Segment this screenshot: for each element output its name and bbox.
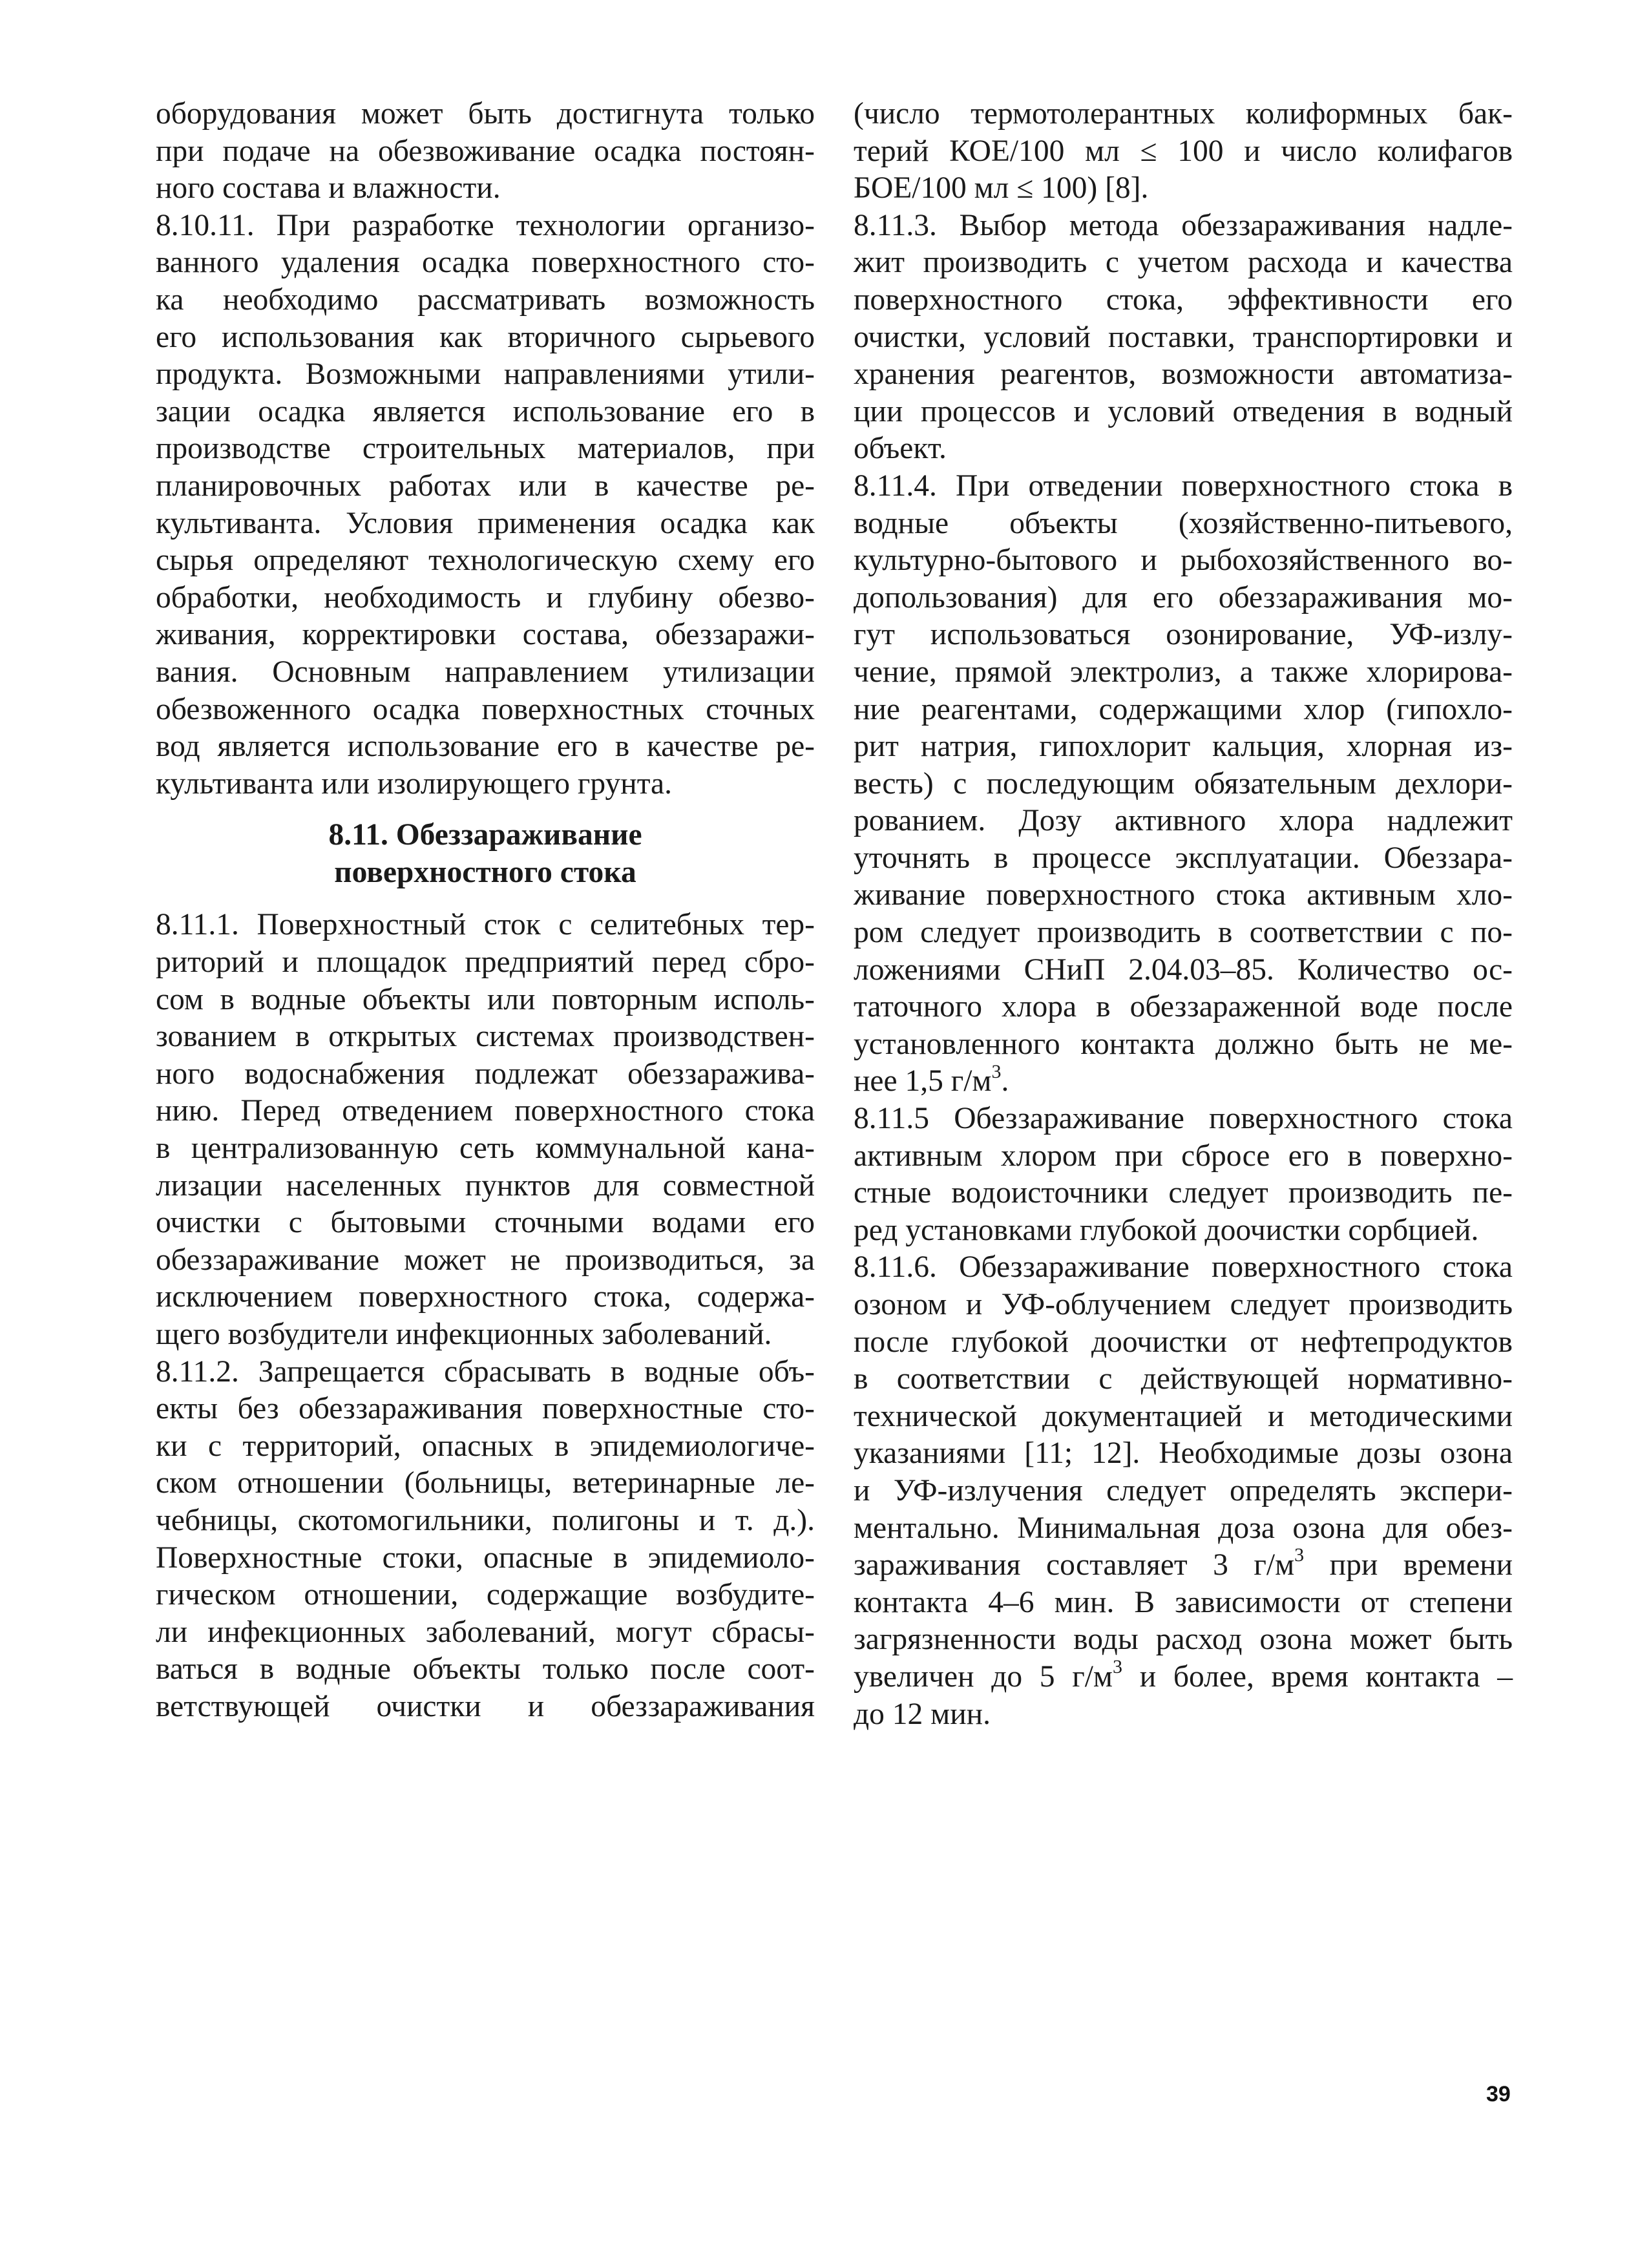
text-line: водные объекты (хозяйственно-питьевого, xyxy=(854,506,1513,540)
text-span: нее 1,5 г/м xyxy=(854,1064,992,1098)
text-line: до 12 мин. xyxy=(854,1697,991,1731)
text-line: екты без обеззараживания поверхностные сто- xyxy=(156,1392,815,1426)
text-line: производстве строительных материалов, при xyxy=(156,432,815,466)
text-line: обезвоженного осадка поверхностных сточных xyxy=(156,692,815,726)
text-line: оборудования может быть достигнута только xyxy=(156,97,815,131)
text-line: зованием в открытых системах производствен- xyxy=(156,1020,815,1054)
heading-line: 8.11. Обеззараживание xyxy=(328,818,642,852)
text-line: и УФ-излучения следует определять экспери- xyxy=(854,1473,1513,1507)
text-line: 8.11.1. Поверхностный сток с селитебных тер- xyxy=(156,908,815,942)
text-line: обеззараживание может не производиться, за xyxy=(156,1243,815,1277)
text-line: ском отношении (больницы, ветеринарные ле- xyxy=(156,1466,815,1500)
page-number: 39 xyxy=(1486,2082,1511,2106)
text-span: при времени xyxy=(1304,1548,1513,1582)
text-line: 8.11.6. Обеззараживание поверхностного стока xyxy=(854,1250,1513,1285)
text-line: таточного хлора в обеззараженной воде после xyxy=(854,990,1513,1024)
paragraph-8-10-11 xyxy=(156,207,815,803)
text-line xyxy=(854,1656,1513,1696)
text-line: зации осадка является использование его в xyxy=(156,394,815,428)
text-line xyxy=(854,1060,1513,1100)
text-line: обработки, необходимость и глубину обезво- xyxy=(156,580,815,614)
text-line: поверхностного стока, эффективности его xyxy=(854,282,1513,317)
superscript: 3 xyxy=(1294,1544,1305,1566)
section-heading xyxy=(156,817,815,891)
text-line: чение, прямой электролиз, а также хлорирова- xyxy=(854,655,1513,689)
text-line: щего возбудители инфекционных заболеваний. xyxy=(156,1318,772,1351)
text-line: в соответствии с действующей нормативно- xyxy=(854,1362,1513,1396)
text-line: гическом отношении, содержащие возбудите- xyxy=(156,1578,815,1612)
text-line: ред установками глубокой доочистки сорбцией. xyxy=(854,1213,1479,1247)
text-line: ветствующей очистки и обеззараживания xyxy=(156,1689,815,1723)
paragraph-8-11-2 xyxy=(156,1354,815,1726)
text-line: активным хлором при сбросе его в поверхно- xyxy=(854,1139,1513,1173)
text-line: (число термотолерантных колиформных бак- xyxy=(854,97,1513,131)
text-line: его использования как вторичного сырьевого xyxy=(156,320,815,354)
text-line: 8.11.2. Запрещается сбрасывать в водные объ- xyxy=(156,1354,815,1389)
text-line: 8.11.3. Выбор метода обеззараживания надле- xyxy=(854,208,1513,242)
text-line: указаниями [11; 12]. Необходимые дозы озона xyxy=(854,1436,1513,1471)
text-line: технической документацией и методическими xyxy=(854,1399,1513,1433)
text-line: ли инфекционных заболеваний, могут сбрасы- xyxy=(156,1615,815,1649)
text-line: сом в водные объекты или повторным исполь- xyxy=(156,982,815,1016)
text-line: живания, корректировки состава, обеззаражи- xyxy=(156,618,815,652)
text-line: ного состава и влажности. xyxy=(156,171,501,205)
superscript: 3 xyxy=(991,1060,1002,1082)
text-line: рованием. Дозу активного хлора надлежит xyxy=(854,804,1513,838)
text-line: озоном и УФ-облучением следует производить xyxy=(854,1288,1513,1321)
text-line: уточнять в процессе эксплуатации. Обеззара- xyxy=(854,841,1513,875)
text-line: после глубокой доочистки от нефтепродуктов xyxy=(854,1325,1513,1359)
text-span: и более, время контакта – xyxy=(1122,1659,1513,1694)
text-line: рит натрия, гипохлорит кальция, хлорная из- xyxy=(854,730,1513,764)
text-span: зараживания составляет 3 г/м xyxy=(854,1548,1295,1582)
text-line: ки с территорий, опасных в эпидемиологиче- xyxy=(156,1429,815,1463)
text-line: ции процессов и условий отведения в водный xyxy=(854,394,1513,428)
text-line: весть) с последующим обязательным дехлори- xyxy=(854,766,1513,801)
text-line: очистки с бытовыми сточными водами его xyxy=(156,1206,815,1240)
text-line: жит производить с учетом расхода и качества xyxy=(854,246,1513,280)
paragraph-intro xyxy=(156,96,815,207)
paragraph-continuation xyxy=(854,96,1513,207)
text-line: очистки, условий поставки, транспортировки и xyxy=(854,320,1513,354)
text-line: сырья определяют технологическую схему его xyxy=(156,543,815,578)
text-line: ваться в водные объекты только после соот- xyxy=(156,1652,815,1686)
text-line: вод является использование его в качестве ре- xyxy=(156,730,815,764)
text-line: ние реагентами, содержащими хлор (гипохло- xyxy=(854,692,1513,726)
text-line: допользования) для его обеззараживания мо- xyxy=(854,580,1513,614)
text-line: ментально. Минимальная доза озона для обез- xyxy=(854,1511,1513,1545)
text-line: риторий и площадок предприятий перед сбро- xyxy=(156,945,815,980)
paragraph-8-11-3 xyxy=(854,207,1513,468)
text-line: установленного контакта должно быть не ме- xyxy=(854,1027,1513,1061)
text-line: гут использоваться озонирование, УФ-излу- xyxy=(854,618,1513,652)
text-line: хранения реагентов, возможности автоматиза- xyxy=(854,357,1513,392)
text-line: 8.11.4. При отведении поверхностного стока в xyxy=(854,468,1513,503)
text-line: стные водоисточники следует производить пе- xyxy=(854,1176,1513,1210)
paragraph-8-11-6 xyxy=(854,1249,1513,1733)
text-line: 8.11.5 Обеззараживание поверхностного стока xyxy=(854,1102,1513,1136)
heading-line: поверхностного стока xyxy=(334,855,636,889)
text-line: ром следует производить в соответствии с по- xyxy=(854,916,1513,950)
text-line: контакта 4–6 мин. В зависимости от степени xyxy=(854,1585,1513,1619)
text-line: живание поверхностного стока активным хло- xyxy=(854,878,1513,912)
text-line: ка необходимо рассматривать возможность xyxy=(156,282,815,317)
text-line: 8.10.11. При разработке технологии организо- xyxy=(156,208,815,242)
text-line xyxy=(854,1544,1513,1584)
text-line: вания. Основным направлением утилизации xyxy=(156,655,815,689)
paragraph-8-11-4 xyxy=(854,468,1513,1100)
text-line: нию. Перед отведением поверхностного стока xyxy=(156,1094,815,1128)
text-line: культиванта или изолирующего грунта. xyxy=(156,766,672,801)
text-line: исключением поверхностного стока, содержа- xyxy=(156,1280,815,1314)
right-column xyxy=(854,96,1513,1733)
text-line: продукта. Возможными направлениями утили- xyxy=(156,357,815,392)
text-line: ванного удаления осадка поверхностного сто- xyxy=(156,246,815,280)
paragraph-8-11-5 xyxy=(854,1100,1513,1249)
text-line: ложениями СНиП 2.04.03–85. Количество ос- xyxy=(854,952,1513,987)
text-line: БОЕ/100 мл ≤ 100) [8]. xyxy=(854,171,1149,205)
text-line: лизации населенных пунктов для совместной xyxy=(156,1168,815,1202)
text-line: в централизованную сеть коммунальной кана- xyxy=(156,1131,815,1166)
text-line: терий КОЕ/100 мл ≤ 100 и число колифагов xyxy=(854,134,1513,168)
text-line: ного водоснабжения подлежат обеззаражива- xyxy=(156,1056,815,1091)
text-line: при подаче на обезвоживание осадка постоян- xyxy=(156,134,815,168)
text-span: увеличен до 5 г/м xyxy=(854,1659,1113,1694)
text-line: культурно-бытового и рыбохозяйственного во- xyxy=(854,543,1513,578)
text-line: планировочных работах или в качестве ре- xyxy=(156,468,815,503)
text-line: чебницы, скотомогильники, полигоны и т. д.). xyxy=(156,1503,815,1537)
text-line: объект. xyxy=(854,432,947,466)
text-span: . xyxy=(1001,1064,1009,1098)
text-line: культиванта. Условия применения осадка как xyxy=(156,506,815,540)
text-line: загрязненности воды расход озона может быть xyxy=(854,1622,1513,1657)
superscript: 3 xyxy=(1113,1656,1122,1678)
text-line: Поверхностные стоки, опасные в эпидемиоло- xyxy=(156,1540,815,1575)
paragraph-8-11-1 xyxy=(156,907,815,1353)
left-column xyxy=(156,96,815,1726)
